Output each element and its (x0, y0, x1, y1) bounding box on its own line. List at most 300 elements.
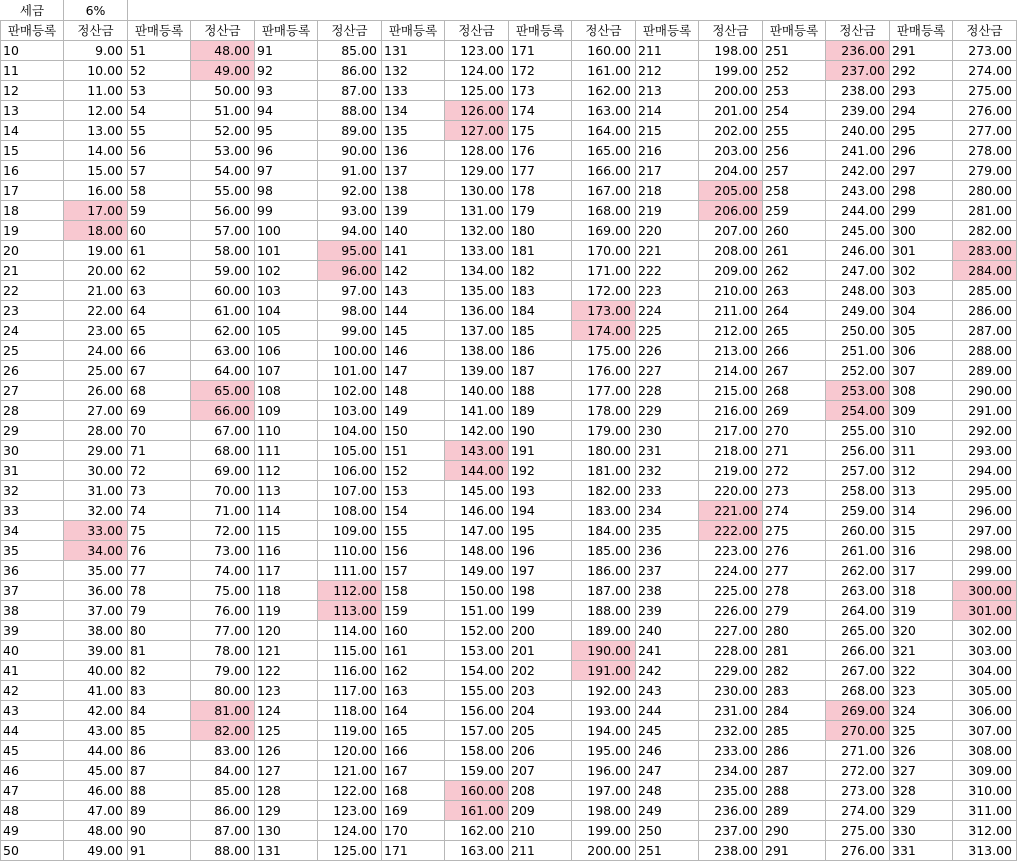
amount-cell[interactable]: 313.00 (953, 841, 1017, 861)
highlighted-amount-cell[interactable]: 254.00 (826, 401, 890, 421)
reg-number-cell[interactable]: 228 (636, 381, 699, 401)
reg-number-cell[interactable]: 110 (255, 421, 318, 441)
reg-number-cell[interactable]: 234 (636, 501, 699, 521)
header-amt-cell[interactable]: 정산금 (826, 21, 890, 41)
empty-cell[interactable] (636, 1, 699, 21)
reg-number-cell[interactable]: 295 (890, 121, 953, 141)
reg-number-cell[interactable]: 193 (509, 481, 572, 501)
amount-cell[interactable]: 12.00 (64, 101, 128, 121)
reg-number-cell[interactable]: 100 (255, 221, 318, 241)
reg-number-cell[interactable]: 156 (382, 541, 445, 561)
amount-cell[interactable]: 133.00 (445, 241, 509, 261)
empty-cell[interactable] (128, 1, 191, 21)
reg-number-cell[interactable]: 306 (890, 341, 953, 361)
highlighted-amount-cell[interactable]: 143.00 (445, 441, 509, 461)
amount-cell[interactable]: 39.00 (64, 641, 128, 661)
reg-number-cell[interactable]: 210 (509, 821, 572, 841)
reg-number-cell[interactable]: 319 (890, 601, 953, 621)
amount-cell[interactable]: 276.00 (953, 101, 1017, 121)
reg-number-cell[interactable]: 77 (128, 561, 191, 581)
reg-number-cell[interactable]: 78 (128, 581, 191, 601)
empty-cell[interactable] (572, 1, 636, 21)
amount-cell[interactable]: 67.00 (191, 421, 255, 441)
reg-number-cell[interactable]: 106 (255, 341, 318, 361)
reg-number-cell[interactable]: 182 (509, 261, 572, 281)
reg-number-cell[interactable]: 285 (763, 721, 826, 741)
reg-number-cell[interactable]: 241 (636, 641, 699, 661)
amount-cell[interactable]: 277.00 (953, 121, 1017, 141)
reg-number-cell[interactable]: 70 (128, 421, 191, 441)
amount-cell[interactable]: 86.00 (191, 801, 255, 821)
reg-number-cell[interactable]: 141 (382, 241, 445, 261)
reg-number-cell[interactable]: 264 (763, 301, 826, 321)
amount-cell[interactable]: 61.00 (191, 301, 255, 321)
amount-cell[interactable]: 182.00 (572, 481, 636, 501)
amount-cell[interactable]: 292.00 (953, 421, 1017, 441)
reg-number-cell[interactable]: 12 (1, 81, 64, 101)
amount-cell[interactable]: 26.00 (64, 381, 128, 401)
empty-cell[interactable] (445, 1, 509, 21)
amount-cell[interactable]: 21.00 (64, 281, 128, 301)
amount-cell[interactable]: 13.00 (64, 121, 128, 141)
reg-number-cell[interactable]: 91 (128, 841, 191, 861)
amount-cell[interactable]: 121.00 (318, 761, 382, 781)
amount-cell[interactable]: 146.00 (445, 501, 509, 521)
reg-number-cell[interactable]: 202 (509, 661, 572, 681)
amount-cell[interactable]: 243.00 (826, 181, 890, 201)
reg-number-cell[interactable]: 331 (890, 841, 953, 861)
reg-number-cell[interactable]: 19 (1, 221, 64, 241)
reg-number-cell[interactable]: 330 (890, 821, 953, 841)
empty-cell[interactable] (890, 1, 953, 21)
reg-number-cell[interactable]: 259 (763, 201, 826, 221)
amount-cell[interactable]: 68.00 (191, 441, 255, 461)
reg-number-cell[interactable]: 41 (1, 661, 64, 681)
amount-cell[interactable]: 88.00 (191, 841, 255, 861)
amount-cell[interactable]: 53.00 (191, 141, 255, 161)
reg-number-cell[interactable]: 326 (890, 741, 953, 761)
reg-number-cell[interactable]: 232 (636, 461, 699, 481)
amount-cell[interactable]: 154.00 (445, 661, 509, 681)
reg-number-cell[interactable]: 28 (1, 401, 64, 421)
reg-number-cell[interactable]: 58 (128, 181, 191, 201)
amount-cell[interactable]: 89.00 (318, 121, 382, 141)
amount-cell[interactable]: 167.00 (572, 181, 636, 201)
reg-number-cell[interactable]: 273 (763, 481, 826, 501)
reg-number-cell[interactable]: 189 (509, 401, 572, 421)
reg-number-cell[interactable]: 162 (382, 661, 445, 681)
amount-cell[interactable]: 276.00 (826, 841, 890, 861)
reg-number-cell[interactable]: 254 (763, 101, 826, 121)
amount-cell[interactable]: 281.00 (953, 201, 1017, 221)
reg-number-cell[interactable]: 61 (128, 241, 191, 261)
amount-cell[interactable]: 231.00 (699, 701, 763, 721)
reg-number-cell[interactable]: 280 (763, 621, 826, 641)
reg-number-cell[interactable]: 114 (255, 501, 318, 521)
reg-number-cell[interactable]: 240 (636, 621, 699, 641)
highlighted-amount-cell[interactable]: 95.00 (318, 241, 382, 261)
amount-cell[interactable]: 156.00 (445, 701, 509, 721)
amount-cell[interactable]: 203.00 (699, 141, 763, 161)
amount-cell[interactable]: 261.00 (826, 541, 890, 561)
reg-number-cell[interactable]: 312 (890, 461, 953, 481)
amount-cell[interactable]: 279.00 (953, 161, 1017, 181)
amount-cell[interactable]: 232.00 (699, 721, 763, 741)
amount-cell[interactable]: 212.00 (699, 321, 763, 341)
reg-number-cell[interactable]: 118 (255, 581, 318, 601)
amount-cell[interactable]: 310.00 (953, 781, 1017, 801)
reg-number-cell[interactable]: 288 (763, 781, 826, 801)
amount-cell[interactable]: 99.00 (318, 321, 382, 341)
amount-cell[interactable]: 267.00 (826, 661, 890, 681)
amount-cell[interactable]: 135.00 (445, 281, 509, 301)
reg-number-cell[interactable]: 302 (890, 261, 953, 281)
amount-cell[interactable]: 311.00 (953, 801, 1017, 821)
amount-cell[interactable]: 252.00 (826, 361, 890, 381)
reg-number-cell[interactable]: 323 (890, 681, 953, 701)
amount-cell[interactable]: 147.00 (445, 521, 509, 541)
reg-number-cell[interactable]: 172 (509, 61, 572, 81)
reg-number-cell[interactable]: 215 (636, 121, 699, 141)
reg-number-cell[interactable]: 39 (1, 621, 64, 641)
reg-number-cell[interactable]: 221 (636, 241, 699, 261)
reg-number-cell[interactable]: 236 (636, 541, 699, 561)
amount-cell[interactable]: 157.00 (445, 721, 509, 741)
highlighted-amount-cell[interactable]: 66.00 (191, 401, 255, 421)
reg-number-cell[interactable]: 313 (890, 481, 953, 501)
amount-cell[interactable]: 200.00 (572, 841, 636, 861)
header-amt-cell[interactable]: 정산금 (445, 21, 509, 41)
amount-cell[interactable]: 105.00 (318, 441, 382, 461)
amount-cell[interactable]: 165.00 (572, 141, 636, 161)
amount-cell[interactable]: 168.00 (572, 201, 636, 221)
amount-cell[interactable]: 170.00 (572, 241, 636, 261)
reg-number-cell[interactable]: 222 (636, 261, 699, 281)
amount-cell[interactable]: 40.00 (64, 661, 128, 681)
amount-cell[interactable]: 78.00 (191, 641, 255, 661)
amount-cell[interactable]: 265.00 (826, 621, 890, 641)
amount-cell[interactable]: 85.00 (191, 781, 255, 801)
reg-number-cell[interactable]: 38 (1, 601, 64, 621)
amount-cell[interactable]: 142.00 (445, 421, 509, 441)
amount-cell[interactable]: 115.00 (318, 641, 382, 661)
amount-cell[interactable]: 286.00 (953, 301, 1017, 321)
amount-cell[interactable]: 29.00 (64, 441, 128, 461)
reg-number-cell[interactable]: 158 (382, 581, 445, 601)
reg-number-cell[interactable]: 204 (509, 701, 572, 721)
reg-number-cell[interactable]: 76 (128, 541, 191, 561)
amount-cell[interactable]: 287.00 (953, 321, 1017, 341)
reg-number-cell[interactable]: 201 (509, 641, 572, 661)
reg-number-cell[interactable]: 277 (763, 561, 826, 581)
amount-cell[interactable]: 198.00 (572, 801, 636, 821)
reg-number-cell[interactable]: 157 (382, 561, 445, 581)
reg-number-cell[interactable]: 71 (128, 441, 191, 461)
amount-cell[interactable]: 49.00 (64, 841, 128, 861)
reg-number-cell[interactable]: 151 (382, 441, 445, 461)
amount-cell[interactable]: 22.00 (64, 301, 128, 321)
amount-cell[interactable]: 219.00 (699, 461, 763, 481)
reg-number-cell[interactable]: 64 (128, 301, 191, 321)
reg-number-cell[interactable]: 238 (636, 581, 699, 601)
highlighted-amount-cell[interactable]: 34.00 (64, 541, 128, 561)
amount-cell[interactable]: 290.00 (953, 381, 1017, 401)
reg-number-cell[interactable]: 54 (128, 101, 191, 121)
reg-number-cell[interactable]: 72 (128, 461, 191, 481)
empty-cell[interactable] (255, 1, 318, 21)
reg-number-cell[interactable]: 292 (890, 61, 953, 81)
reg-number-cell[interactable]: 134 (382, 101, 445, 121)
amount-cell[interactable]: 75.00 (191, 581, 255, 601)
amount-cell[interactable]: 282.00 (953, 221, 1017, 241)
amount-cell[interactable]: 130.00 (445, 181, 509, 201)
reg-number-cell[interactable]: 150 (382, 421, 445, 441)
reg-number-cell[interactable]: 309 (890, 401, 953, 421)
reg-number-cell[interactable]: 248 (636, 781, 699, 801)
highlighted-amount-cell[interactable]: 33.00 (64, 521, 128, 541)
reg-number-cell[interactable]: 227 (636, 361, 699, 381)
amount-cell[interactable]: 73.00 (191, 541, 255, 561)
amount-cell[interactable]: 210.00 (699, 281, 763, 301)
reg-number-cell[interactable]: 200 (509, 621, 572, 641)
reg-number-cell[interactable]: 278 (763, 581, 826, 601)
amount-cell[interactable]: 227.00 (699, 621, 763, 641)
header-amt-cell[interactable]: 정산금 (191, 21, 255, 41)
reg-number-cell[interactable]: 171 (509, 41, 572, 61)
reg-number-cell[interactable]: 89 (128, 801, 191, 821)
reg-number-cell[interactable]: 43 (1, 701, 64, 721)
amount-cell[interactable]: 246.00 (826, 241, 890, 261)
reg-number-cell[interactable]: 52 (128, 61, 191, 81)
reg-number-cell[interactable]: 291 (763, 841, 826, 861)
amount-cell[interactable]: 118.00 (318, 701, 382, 721)
amount-cell[interactable]: 28.00 (64, 421, 128, 441)
empty-cell[interactable] (191, 1, 255, 21)
amount-cell[interactable]: 69.00 (191, 461, 255, 481)
reg-number-cell[interactable]: 255 (763, 121, 826, 141)
highlighted-amount-cell[interactable]: 127.00 (445, 121, 509, 141)
reg-number-cell[interactable]: 328 (890, 781, 953, 801)
highlighted-amount-cell[interactable]: 18.00 (64, 221, 128, 241)
reg-number-cell[interactable]: 81 (128, 641, 191, 661)
reg-number-cell[interactable]: 10 (1, 41, 64, 61)
reg-number-cell[interactable]: 121 (255, 641, 318, 661)
reg-number-cell[interactable]: 148 (382, 381, 445, 401)
amount-cell[interactable]: 289.00 (953, 361, 1017, 381)
amount-cell[interactable]: 240.00 (826, 121, 890, 141)
reg-number-cell[interactable]: 56 (128, 141, 191, 161)
reg-number-cell[interactable]: 229 (636, 401, 699, 421)
amount-cell[interactable]: 304.00 (953, 661, 1017, 681)
reg-number-cell[interactable]: 284 (763, 701, 826, 721)
reg-number-cell[interactable]: 44 (1, 721, 64, 741)
highlighted-amount-cell[interactable]: 253.00 (826, 381, 890, 401)
amount-cell[interactable]: 23.00 (64, 321, 128, 341)
reg-number-cell[interactable]: 217 (636, 161, 699, 181)
amount-cell[interactable]: 138.00 (445, 341, 509, 361)
amount-cell[interactable]: 214.00 (699, 361, 763, 381)
reg-number-cell[interactable]: 87 (128, 761, 191, 781)
reg-number-cell[interactable]: 205 (509, 721, 572, 741)
amount-cell[interactable]: 251.00 (826, 341, 890, 361)
reg-number-cell[interactable]: 283 (763, 681, 826, 701)
amount-cell[interactable]: 48.00 (64, 821, 128, 841)
amount-cell[interactable]: 103.00 (318, 401, 382, 421)
amount-cell[interactable]: 198.00 (699, 41, 763, 61)
reg-number-cell[interactable]: 206 (509, 741, 572, 761)
amount-cell[interactable]: 86.00 (318, 61, 382, 81)
amount-cell[interactable]: 180.00 (572, 441, 636, 461)
reg-number-cell[interactable]: 25 (1, 341, 64, 361)
reg-number-cell[interactable]: 133 (382, 81, 445, 101)
amount-cell[interactable]: 70.00 (191, 481, 255, 501)
reg-number-cell[interactable]: 192 (509, 461, 572, 481)
amount-cell[interactable]: 181.00 (572, 461, 636, 481)
amount-cell[interactable]: 273.00 (826, 781, 890, 801)
reg-number-cell[interactable]: 113 (255, 481, 318, 501)
reg-number-cell[interactable]: 191 (509, 441, 572, 461)
reg-number-cell[interactable]: 314 (890, 501, 953, 521)
reg-number-cell[interactable]: 130 (255, 821, 318, 841)
reg-number-cell[interactable]: 245 (636, 721, 699, 741)
reg-number-cell[interactable]: 262 (763, 261, 826, 281)
amount-cell[interactable]: 213.00 (699, 341, 763, 361)
reg-number-cell[interactable]: 252 (763, 61, 826, 81)
amount-cell[interactable]: 15.00 (64, 161, 128, 181)
amount-cell[interactable]: 31.00 (64, 481, 128, 501)
amount-cell[interactable]: 255.00 (826, 421, 890, 441)
amount-cell[interactable]: 109.00 (318, 521, 382, 541)
amount-cell[interactable]: 59.00 (191, 261, 255, 281)
reg-number-cell[interactable]: 29 (1, 421, 64, 441)
reg-number-cell[interactable]: 199 (509, 601, 572, 621)
reg-number-cell[interactable]: 90 (128, 821, 191, 841)
amount-cell[interactable]: 308.00 (953, 741, 1017, 761)
amount-cell[interactable]: 305.00 (953, 681, 1017, 701)
reg-number-cell[interactable]: 132 (382, 61, 445, 81)
amount-cell[interactable]: 20.00 (64, 261, 128, 281)
amount-cell[interactable]: 110.00 (318, 541, 382, 561)
amount-cell[interactable]: 30.00 (64, 461, 128, 481)
amount-cell[interactable]: 309.00 (953, 761, 1017, 781)
reg-number-cell[interactable]: 42 (1, 681, 64, 701)
reg-number-cell[interactable]: 92 (255, 61, 318, 81)
reg-number-cell[interactable]: 142 (382, 261, 445, 281)
reg-number-cell[interactable]: 173 (509, 81, 572, 101)
amount-cell[interactable]: 272.00 (826, 761, 890, 781)
header-reg-cell[interactable]: 판매등록 (890, 21, 953, 41)
reg-number-cell[interactable]: 216 (636, 141, 699, 161)
reg-number-cell[interactable]: 226 (636, 341, 699, 361)
amount-cell[interactable]: 312.00 (953, 821, 1017, 841)
amount-cell[interactable]: 294.00 (953, 461, 1017, 481)
reg-number-cell[interactable]: 105 (255, 321, 318, 341)
amount-cell[interactable]: 10.00 (64, 61, 128, 81)
amount-cell[interactable]: 102.00 (318, 381, 382, 401)
reg-number-cell[interactable]: 270 (763, 421, 826, 441)
reg-number-cell[interactable]: 321 (890, 641, 953, 661)
reg-number-cell[interactable]: 194 (509, 501, 572, 521)
reg-number-cell[interactable]: 268 (763, 381, 826, 401)
amount-cell[interactable]: 84.00 (191, 761, 255, 781)
reg-number-cell[interactable]: 32 (1, 481, 64, 501)
reg-number-cell[interactable]: 269 (763, 401, 826, 421)
amount-cell[interactable]: 275.00 (953, 81, 1017, 101)
amount-cell[interactable]: 207.00 (699, 221, 763, 241)
reg-number-cell[interactable]: 131 (255, 841, 318, 861)
reg-number-cell[interactable]: 27 (1, 381, 64, 401)
amount-cell[interactable]: 120.00 (318, 741, 382, 761)
amount-cell[interactable]: 295.00 (953, 481, 1017, 501)
reg-number-cell[interactable]: 94 (255, 101, 318, 121)
amount-cell[interactable]: 42.00 (64, 701, 128, 721)
amount-cell[interactable]: 201.00 (699, 101, 763, 121)
amount-cell[interactable]: 64.00 (191, 361, 255, 381)
amount-cell[interactable]: 57.00 (191, 221, 255, 241)
amount-cell[interactable]: 125.00 (445, 81, 509, 101)
reg-number-cell[interactable]: 18 (1, 201, 64, 221)
highlighted-amount-cell[interactable]: 191.00 (572, 661, 636, 681)
reg-number-cell[interactable]: 261 (763, 241, 826, 261)
reg-number-cell[interactable]: 80 (128, 621, 191, 641)
reg-number-cell[interactable]: 316 (890, 541, 953, 561)
reg-number-cell[interactable]: 36 (1, 561, 64, 581)
reg-number-cell[interactable]: 197 (509, 561, 572, 581)
reg-number-cell[interactable]: 63 (128, 281, 191, 301)
reg-number-cell[interactable]: 257 (763, 161, 826, 181)
highlighted-amount-cell[interactable]: 222.00 (699, 521, 763, 541)
empty-cell[interactable] (763, 1, 826, 21)
amount-cell[interactable]: 307.00 (953, 721, 1017, 741)
reg-number-cell[interactable]: 136 (382, 141, 445, 161)
amount-cell[interactable]: 291.00 (953, 401, 1017, 421)
reg-number-cell[interactable]: 279 (763, 601, 826, 621)
reg-number-cell[interactable]: 297 (890, 161, 953, 181)
reg-number-cell[interactable]: 239 (636, 601, 699, 621)
amount-cell[interactable]: 119.00 (318, 721, 382, 741)
amount-cell[interactable]: 77.00 (191, 621, 255, 641)
header-amt-cell[interactable]: 정산금 (64, 21, 128, 41)
reg-number-cell[interactable]: 275 (763, 521, 826, 541)
reg-number-cell[interactable]: 139 (382, 201, 445, 221)
amount-cell[interactable]: 52.00 (191, 121, 255, 141)
amount-cell[interactable]: 184.00 (572, 521, 636, 541)
amount-cell[interactable]: 258.00 (826, 481, 890, 501)
amount-cell[interactable]: 47.00 (64, 801, 128, 821)
reg-number-cell[interactable]: 164 (382, 701, 445, 721)
reg-number-cell[interactable]: 244 (636, 701, 699, 721)
reg-number-cell[interactable]: 290 (763, 821, 826, 841)
amount-cell[interactable]: 195.00 (572, 741, 636, 761)
reg-number-cell[interactable]: 276 (763, 541, 826, 561)
reg-number-cell[interactable]: 131 (382, 41, 445, 61)
header-reg-cell[interactable]: 판매등록 (509, 21, 572, 41)
amount-cell[interactable]: 100.00 (318, 341, 382, 361)
reg-number-cell[interactable]: 11 (1, 61, 64, 81)
reg-number-cell[interactable]: 195 (509, 521, 572, 541)
reg-number-cell[interactable]: 329 (890, 801, 953, 821)
amount-cell[interactable]: 56.00 (191, 201, 255, 221)
reg-number-cell[interactable]: 258 (763, 181, 826, 201)
reg-number-cell[interactable]: 161 (382, 641, 445, 661)
highlighted-amount-cell[interactable]: 221.00 (699, 501, 763, 521)
reg-number-cell[interactable]: 272 (763, 461, 826, 481)
reg-number-cell[interactable]: 186 (509, 341, 572, 361)
amount-cell[interactable]: 238.00 (699, 841, 763, 861)
amount-cell[interactable]: 179.00 (572, 421, 636, 441)
reg-number-cell[interactable]: 166 (382, 741, 445, 761)
reg-number-cell[interactable]: 168 (382, 781, 445, 801)
